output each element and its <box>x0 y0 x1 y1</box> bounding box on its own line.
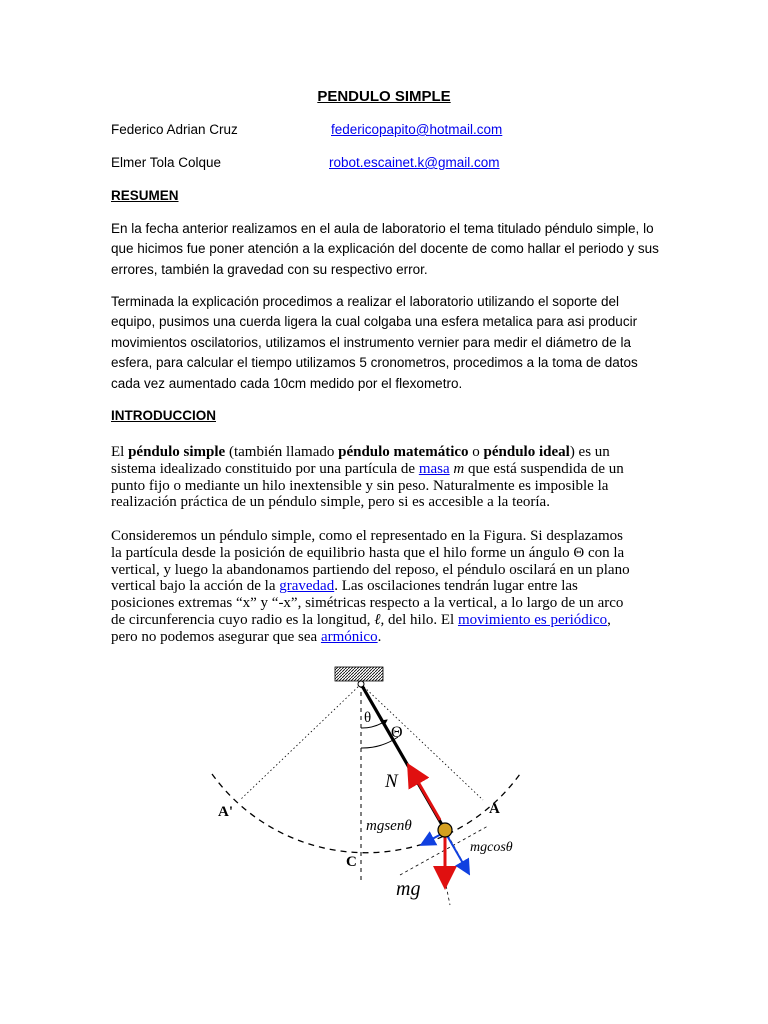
intro-p1-text: o <box>468 444 484 460</box>
author-email-1[interactable]: federicopapito@hotmail.com <box>331 122 503 137</box>
link-movimiento-periodico[interactable]: movimiento es periódico <box>457 611 608 628</box>
intro-p2-text: . <box>377 628 382 645</box>
pendulum-diagram <box>0 660 768 920</box>
page-title: PENDULO SIMPLE <box>317 88 451 105</box>
support-ceiling <box>335 667 383 681</box>
label-theta-small: θ <box>364 710 372 726</box>
resumen-paragraph-1: En la fecha anterior realizamos en el aula de laboratorio el tema titulado péndulo simple, lo que hicimos fue poner atención a la explicación del docente de como hallar el periodo y sus errores, también la gravedad con su respectivo error. <box>111 221 659 277</box>
author-email-2[interactable]: robot.escainet.k@gmail.com <box>329 155 500 170</box>
author-name-1: Federico Adrian Cruz <box>111 122 238 137</box>
introduccion-heading: INTRODUCCION <box>111 408 216 423</box>
intro-p2-text: Consideremos un péndulo simple, como el representado en la Figura. Si desplazamos la partícula desde la posición de equilibrio hasta que el hilo forme un ángulo Θ con la vertical, y luego la abandonamos partiendo del reposo, el péndulo oscilará en un plano vertical bajo la acción de la <box>111 528 630 595</box>
symbol-m: m <box>453 460 465 477</box>
label-A: A <box>489 801 500 817</box>
intro-p2-text: , pero no podemos asegurar que sea <box>111 611 611 645</box>
label-A-prime: A' <box>218 804 233 820</box>
normal-component-vector <box>445 832 468 872</box>
term-pendulo-matematico: péndulo matemático <box>338 444 469 460</box>
resumen-paragraph-2: Terminada la explicación procedimos a realizar el laboratorio utilizando el soporte del equipo, pusimos una cuerda ligera la cual colgaba una esfera metalica para asi producir movimientos oscilatorios, utilizamos el instrumento vernier para medir el diámetro de la esfera, para calcular el tiempo utilizamos 5 cronometros, procedimos a la toma de datos cada vez aumentado cada 10cm medido por el flexometro. <box>111 294 638 391</box>
intro-paragraph-2 <box>111 528 631 646</box>
label-mg: mg <box>396 878 421 900</box>
symbol-length: ℓ <box>374 611 381 628</box>
tension-vector <box>410 768 440 820</box>
term-pendulo-simple: péndulo simple <box>128 444 226 460</box>
intro-p1-text: que está suspendida de un punto fijo o mediante un hilo inextensible y sin peso. Naturalmente es imposible la realización práctica de un péndulo simple, pero si es accesible a la teoría. <box>111 460 624 511</box>
intro-p1-text: El <box>111 444 129 460</box>
link-gravedad[interactable]: gravedad <box>279 578 335 595</box>
label-mgsen: mgsenθ <box>366 818 412 834</box>
intro-p2-text: . Las oscilaciones tendrán lugar entre las posiciones extremas “x” y “-x”, simétricas respecto a la vertical, a lo largo de un arco de circunferencia cuyo radio es la longitud, <box>111 578 624 628</box>
label-C: C <box>346 854 357 870</box>
label-mgcos: mgcosθ <box>470 840 513 855</box>
label-theta-big: Θ <box>391 724 403 741</box>
pivot-point <box>358 681 364 687</box>
link-masa[interactable]: masa <box>418 460 450 477</box>
pendulum-bob <box>438 823 452 837</box>
extreme-line-right <box>361 684 483 800</box>
author-name-2: Elmer Tola Colque <box>111 155 222 170</box>
intro-paragraph-1 <box>111 444 631 511</box>
intro-p1-text: (también llamado <box>225 444 339 460</box>
intro-p2-text: , del hilo. El <box>380 611 458 628</box>
label-N: N <box>385 771 398 792</box>
term-pendulo-ideal: péndulo ideal <box>483 444 570 460</box>
resumen-heading: RESUMEN <box>111 188 179 203</box>
extreme-line-left <box>240 684 361 800</box>
intro-p1-text: ) es un sistema idealizado constituido por una partícula de <box>111 444 610 477</box>
link-armonico[interactable]: armónico <box>320 628 378 645</box>
